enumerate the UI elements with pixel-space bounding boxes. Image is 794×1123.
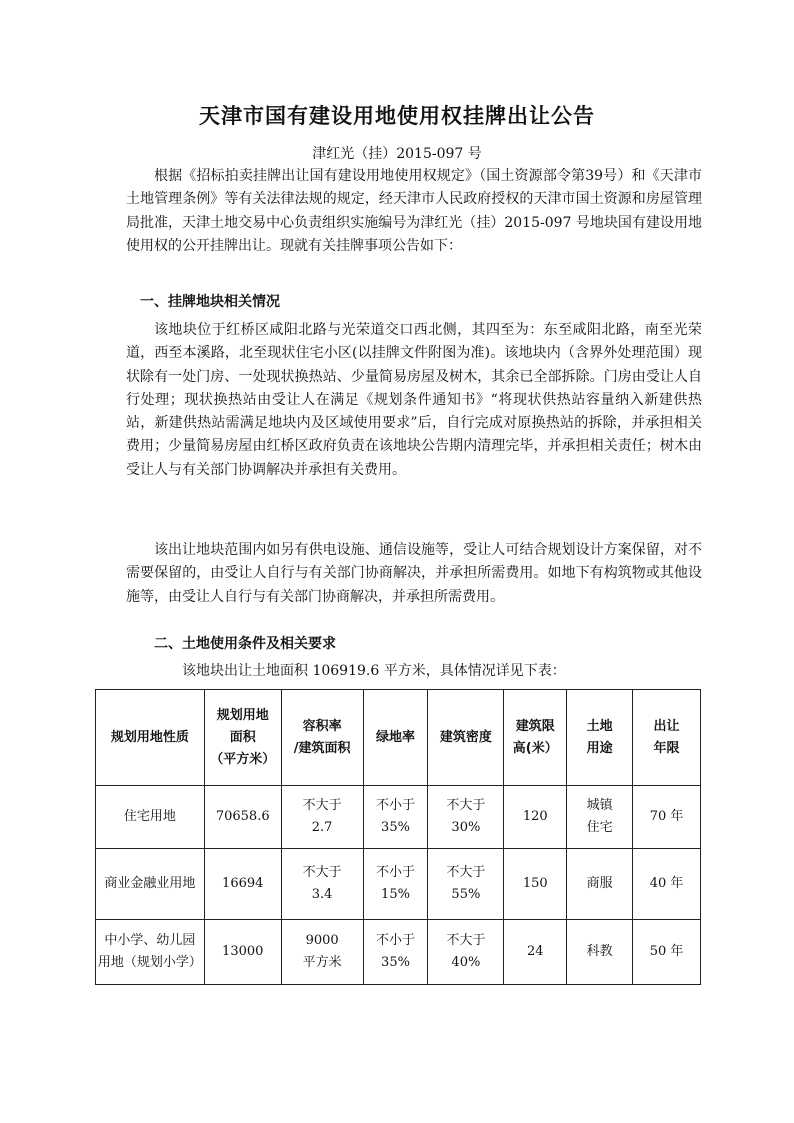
intro-paragraph: 根据《招标拍卖挂牌出让国有建设用地使用权规定》（国土资源部令第39号）和《天津市土地管理条例》等有关法律法规的规定，经天津市人民政府授权的天津市国土资源和房屋管理局批准，天津土地交易中心负责组织实施编号为津红光（挂）2015-097 号地块国有建设用地使用权的公开挂牌出让。现就有关挂牌事项公告如下：: [126, 168, 702, 254]
section-1-paragraph-2: 该出让地块范围内如另有供电设施、通信设施等，受让人可结合规划设计方案保留，对不需要保留的，由受让人自行与有关部门协商解决，并承担所需费用。如地下有构筑物或其他设施等，由受让人自行与有关部门协商解决，并承担所需费用。: [126, 542, 702, 605]
cell-density: 不大于 30%: [428, 786, 504, 849]
cell-use: 中小学、幼儿园 用地（规划小学）: [96, 920, 205, 985]
cell-term: 50 年: [633, 920, 701, 985]
header-far: 容积率 /建筑面积: [281, 690, 363, 786]
cell-height: 150: [504, 849, 567, 920]
cell-green: 不小于 35%: [363, 920, 428, 985]
cell-land-use: 城镇 住宅: [567, 786, 633, 849]
cell-far: 9000 平方米: [281, 920, 363, 985]
table-row: [96, 920, 701, 985]
cell-use: 商业金融业用地: [96, 849, 205, 920]
table-row: [96, 786, 701, 849]
cell-density: 不大于 55%: [428, 849, 504, 920]
cell-use: 住宅用地: [96, 786, 205, 849]
cell-height: 24: [504, 920, 567, 985]
section-1-paragraph-1: 该地块位于红桥区咸阳北路与光荣道交口西北侧，其四至为：东至咸阳北路，南至光荣道，西至本溪路，北至现状住宅小区(以挂牌文件附图为准)。该地块内（含界外处理范围）现状除有一处门房、一处现状换热站、少量简易房屋及树木，其余已全部拆除。门房由受让人自行处理；现状换热站由受让人在满足《规划条件通知书》“将现状供热站容量纳入新建供热站，新建供热站需满足地块内及区域使用要求”后，自行完成对原换热站的拆除，并承担相关费用；少量简易房屋由红桥区政府负责在该地块公告期内清理完毕，并承担相关责任；树木由受让人与有关部门协调解决并承担有关费用。: [126, 322, 702, 478]
cell-green: 不小于 35%: [363, 786, 428, 849]
document-number: 津红光（挂）2015-097 号: [312, 146, 482, 162]
header-term: 出让 年限: [633, 690, 701, 786]
header-land-use: 土地 用途: [567, 690, 633, 786]
section-1-heading: 一、挂牌地块相关情况: [140, 294, 280, 310]
cell-far: 不大于 3.4: [281, 849, 363, 920]
cell-term: 70 年: [633, 786, 701, 849]
header-density: 建筑密度: [428, 690, 504, 786]
cell-area: 13000: [204, 920, 281, 985]
section-2-heading: 二、土地使用条件及相关要求: [154, 636, 336, 652]
cell-height: 120: [504, 786, 567, 849]
cell-area: 16694: [204, 849, 281, 920]
cell-land-use: 科教: [567, 920, 633, 985]
document-title: 天津市国有建设用地使用权挂牌出让公告: [199, 103, 595, 128]
land-conditions-table: [95, 689, 701, 985]
header-height: 建筑限 高(米）: [504, 690, 567, 786]
cell-green: 不小于 15%: [363, 849, 428, 920]
cell-land-use: 商服: [567, 849, 633, 920]
table-row: [96, 849, 701, 920]
cell-area: 70658.6: [204, 786, 281, 849]
header-green: 绿地率: [363, 690, 428, 786]
section-2-paragraph-1: 该地块出让土地面积 106919.6 平方米，具体情况详见下表：: [182, 663, 566, 679]
cell-density: 不大于 40%: [428, 920, 504, 985]
cell-term: 40 年: [633, 849, 701, 920]
table-header-row: [96, 690, 701, 786]
header-area: 规划用地 面积 （平方米）: [204, 690, 281, 786]
cell-far: 不大于 2.7: [281, 786, 363, 849]
header-use: 规划用地性质: [96, 690, 205, 786]
